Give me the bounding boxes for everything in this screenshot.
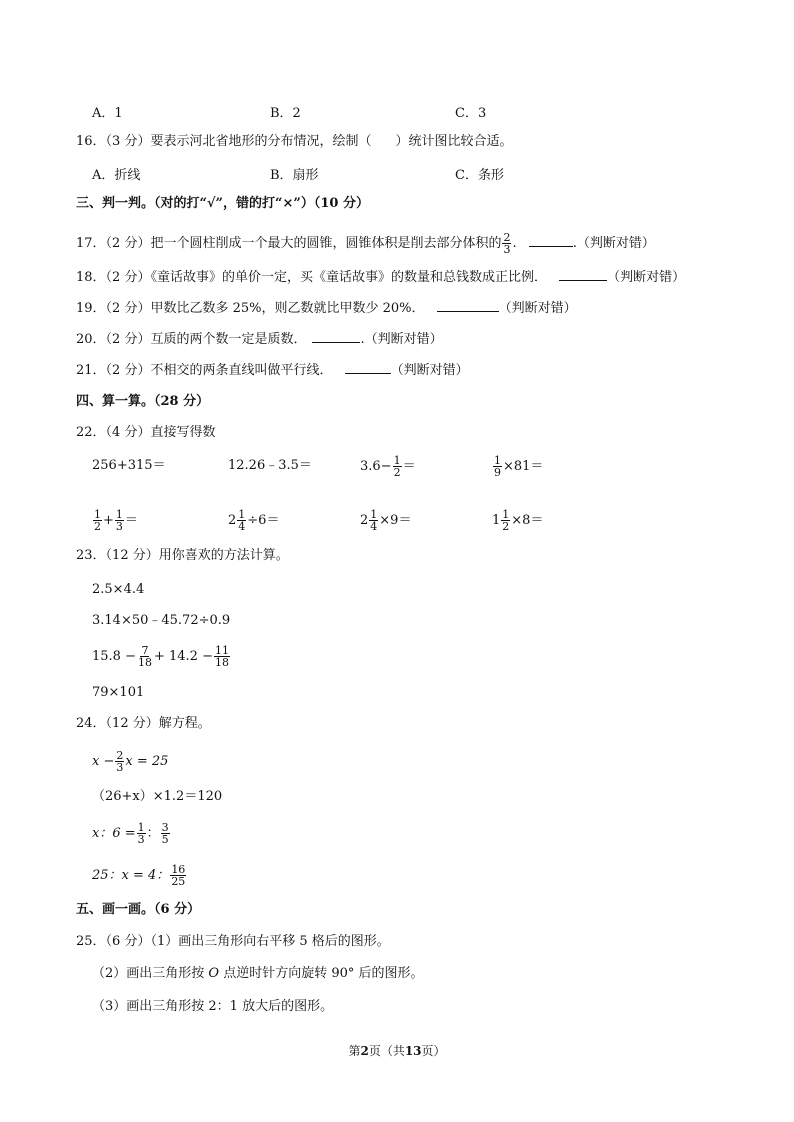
q22-expr-4-frac: [493, 455, 502, 478]
frac-num: 1: [238, 508, 246, 521]
q18-tail: （判断对错）: [607, 270, 686, 285]
q23-expr-3-frac-b: [214, 645, 230, 668]
frac-num: 16: [171, 863, 186, 876]
footer-b: 页（共: [368, 1044, 405, 1058]
q22-expr-4-a: ×81＝: [503, 459, 544, 474]
q23-expr-3: [92, 645, 231, 668]
q22-expr-8-frac: [501, 509, 510, 532]
frac-den: 18: [214, 656, 229, 669]
q24-eq-4: [92, 864, 187, 887]
q22-expr-6: [228, 509, 279, 532]
q22-expr-7-frac: [369, 509, 378, 532]
q19-answer-blank[interactable]: [437, 299, 499, 312]
q22-expr-3: [360, 455, 416, 478]
q23-expr-3-a: 15.8 −: [92, 649, 136, 664]
q24-eq-1-frac: [115, 750, 124, 773]
q18-answer-blank[interactable]: [559, 268, 607, 281]
q23-expr-1: 2.5×4.4: [92, 582, 145, 597]
q25-line-2-b: 点逆时针方向旋转 90° 后的图形。: [219, 966, 424, 981]
frac-den: 3: [115, 520, 123, 533]
section4-title: 四、算一算。（28 分）: [76, 394, 210, 409]
q16-option-c: C．条形: [455, 168, 504, 183]
frac-num: 1: [115, 508, 123, 521]
q22-expr-6-a: ÷6＝: [247, 513, 280, 528]
q24-eq-2: （26+x）×1.2＝120: [92, 789, 223, 804]
q23-question: 23．（12 分）用你喜欢的方法计算。: [76, 548, 289, 563]
q23-expr-3-b: + 14.2 −: [153, 649, 213, 664]
q20-question: [76, 330, 443, 349]
q17-text: 17．（2 分）把一个圆柱削成一个最大的圆锥，圆锥体积是削去部分体积的: [76, 236, 502, 251]
q22-expr-7-a: ×9＝: [379, 513, 412, 528]
q15-option-a: A．1: [92, 106, 123, 121]
frac-den: 2: [393, 466, 401, 479]
q16-text-a: 16．（3 分）要表示河北省地形的分布情况，绘制（: [76, 134, 372, 149]
frac-den: 9: [494, 466, 501, 479]
q23-expr-3-frac-a: [137, 645, 153, 668]
q19-question: [76, 299, 577, 318]
q17-dot: .: [512, 236, 517, 251]
q19-text: 19．（2 分）甲数比乙数多 25%，则乙数就比甲数少 20%．: [76, 301, 425, 316]
q22-expr-8-whole: 1: [492, 513, 501, 528]
q17-tail: .（判断对错）: [572, 236, 655, 251]
q24-eq-4-frac: [170, 864, 186, 887]
q22-expr-5-frac-a: [93, 509, 102, 532]
q22-expr-6-frac: [237, 509, 246, 532]
q17-frac-den: 3: [503, 243, 511, 256]
q23-expr-4: 79×101: [92, 685, 145, 700]
q21-text: 21．（2 分）不相交的两条直线叫做平行线．: [76, 363, 333, 378]
q22-expr-8-a: ×8＝: [511, 513, 544, 528]
frac-num: 1: [502, 508, 510, 521]
q25-point-o: O: [208, 966, 220, 981]
q17-fraction: [502, 232, 511, 255]
q25-line-2: [92, 965, 424, 983]
frac-num: 1: [494, 454, 501, 467]
q22-question: 22．（4 分）直接写得数: [76, 425, 216, 440]
frac-num: 7: [141, 644, 149, 657]
frac-num: 2: [116, 749, 124, 762]
q24-eq-1-b: x = 25: [125, 754, 169, 769]
q24-eq-3-frac-b: [161, 822, 170, 845]
q16-text-b: ）统计图比较合适。: [395, 134, 513, 149]
q22-expr-2: 12.26﹣3.5＝: [228, 458, 312, 473]
q24-eq-3-a: x：6 =: [92, 826, 136, 841]
q24-eq-3-b: ：: [146, 826, 160, 841]
q21-answer-blank[interactable]: [345, 361, 391, 374]
frac-den: 25: [171, 875, 186, 888]
frac-num: 1: [370, 508, 378, 521]
frac-num: 1: [393, 454, 401, 467]
q18-text: 18．（2 分）《童话故事》的单价一定，买《童话故事》的数量和总钱数成正比例．: [76, 270, 547, 285]
q22-expr-3-a: 3.6−: [360, 459, 392, 474]
q22-expr-3-b: ＝: [402, 459, 416, 474]
q16-option-b: B．扇形: [270, 168, 319, 183]
q16-question: [76, 133, 512, 151]
q20-tail: .（判断对错）: [360, 332, 443, 347]
q24-question: 24．（12 分）解方程。: [76, 716, 211, 731]
frac-den: 5: [161, 833, 169, 846]
q22-expr-8: [492, 509, 543, 532]
q22-expr-7: [360, 509, 411, 532]
footer-total-pages: 13: [404, 1044, 422, 1058]
q22-expr-5-frac-b: [115, 509, 124, 532]
q24-eq-3: [92, 822, 171, 845]
footer-a: 第: [348, 1044, 361, 1058]
frac-den: 3: [137, 833, 145, 846]
q22-expr-4: [492, 455, 543, 478]
q19-tail: （判断对错）: [498, 301, 577, 316]
frac-den: 4: [238, 520, 246, 533]
q25-line-3: （3）画出三角形按 2：1 放大后的图形。: [92, 999, 334, 1014]
q24-eq-4-a: 25：x = 4：: [92, 868, 170, 883]
footer-c: 页）: [421, 1044, 446, 1058]
frac-num: 1: [94, 508, 101, 521]
q24-eq-1: [92, 750, 168, 773]
q17-question: [76, 232, 655, 255]
q23-expr-2: 3.14×50﹣45.72÷0.9: [92, 613, 231, 628]
q16-option-a: A．折线: [92, 168, 141, 183]
q24-eq-1-a: x −: [92, 754, 115, 769]
frac-num: 3: [161, 821, 169, 834]
page-footer: [0, 1042, 794, 1059]
q25-line-2-a: （2）画出三角形按: [92, 966, 209, 981]
q25-line-1: 25．（6 分）（1）画出三角形向右平移 5 格后的图形。: [76, 934, 390, 949]
q15-option-b: B．2: [270, 106, 301, 121]
q17-answer-blank[interactable]: [529, 234, 573, 247]
q20-text: 20．（2 分）互质的两个数一定是质数．: [76, 332, 307, 347]
frac-den: 4: [370, 520, 378, 533]
frac-den: 3: [116, 761, 124, 774]
q22-expr-5-eq: ＝: [124, 513, 138, 528]
frac-num: 1: [137, 821, 145, 834]
q15-option-c: C．3: [455, 106, 487, 121]
q21-question: [76, 361, 469, 380]
q22-expr-1: 256+315＝: [92, 458, 166, 473]
q20-answer-blank[interactable]: [312, 330, 360, 343]
q18-question: [76, 268, 685, 287]
section3-title: 三、判一判。（对的打“√”，错的打“×”）（10 分）: [76, 196, 369, 211]
q22-expr-5-plus: +: [103, 513, 114, 528]
section5-title: 五、画一画。（6 分）: [76, 902, 201, 917]
q17-frac-num: 2: [503, 231, 511, 244]
q22-expr-6-whole: 2: [228, 513, 237, 528]
footer-page-number: 2: [360, 1044, 369, 1058]
frac-den: 18: [137, 656, 152, 669]
frac-den: 2: [502, 520, 510, 533]
q21-tail: （判断对错）: [390, 363, 469, 378]
q22-expr-3-frac: [393, 455, 402, 478]
frac-den: 2: [94, 520, 101, 533]
q22-expr-5: [92, 509, 138, 532]
frac-num: 11: [214, 644, 229, 657]
q24-eq-3-frac-a: [137, 822, 146, 845]
q22-expr-7-whole: 2: [360, 513, 369, 528]
